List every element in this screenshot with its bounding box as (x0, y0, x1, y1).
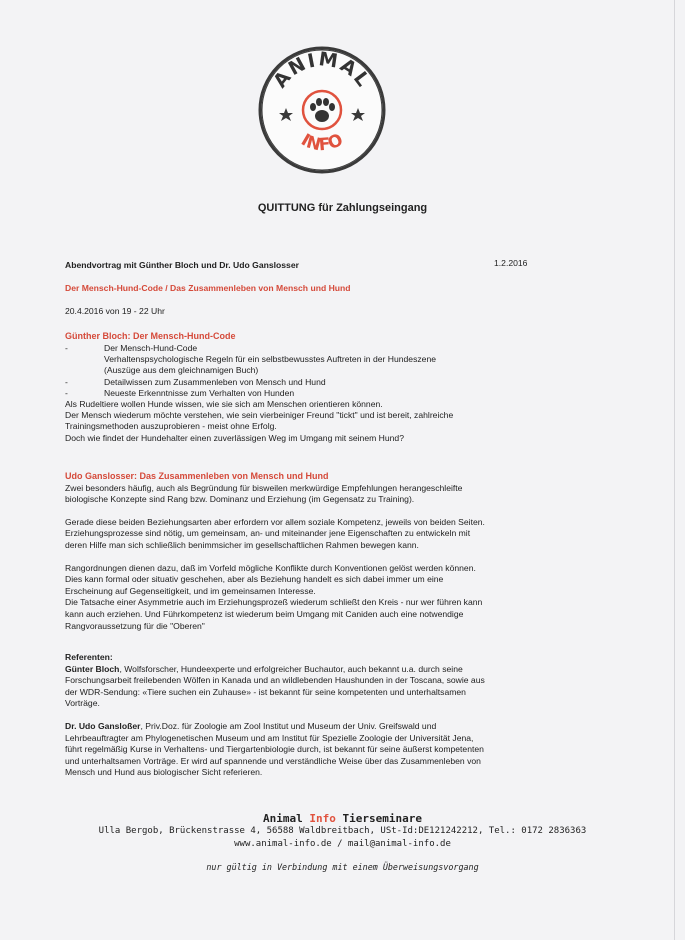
paragraph-line: Zwei besonders häufig, auch als Begründung für bisweilen merkwürdige Empfehlungen herangeschleifte (65, 482, 463, 493)
bloch-heading: Günther Bloch: Der Mensch-Hund-Code (65, 331, 236, 341)
event-subtitle: Der Mensch-Hund-Code / Das Zusammenleben von Mensch und Hund (65, 283, 351, 293)
bloch-text-line: Der Mensch wiederum möchte verstehen, wie sein vierbeiniger Freund "tickt" und ist bereit, zahlreiche (65, 410, 454, 421)
paragraph-line: und unterhaltsamen Vorträge. Er wird auf spannende und verständliche Weise über das Zusammenleben von (65, 755, 481, 766)
paragraph-line: Dies kann formal oder situativ geschehen, aber als Beziehung handelt es sich dabei immer um eine (65, 574, 444, 585)
bloch-name: Günter Bloch (65, 663, 120, 674)
referenten-heading: Referenten: (65, 652, 113, 662)
footer-address: Ulla Bergob, Brückenstrasse 4, 56588 Waldbreitbach, USt-Id:DE121242212, Tel.: 0172 2836363 (98, 826, 587, 836)
list-item: - Der Mensch-Hund-Code (65, 343, 198, 353)
paragraph-line: Dr. Udo Gansloßer, Priv.Doz. für Zoologie am Zool Institut und Museum der Univ. Greifswald und (65, 720, 437, 731)
bloch-topic-list (65, 343, 605, 444)
paragraph-line: Rangordnungen dienen dazu, daß im Vorfeld mögliche Konflikte durch Konventionen gelöst werden können. (65, 562, 476, 573)
list-item: - Detailwissen zum Zusammenleben von Mensch und Hund (65, 376, 326, 387)
footer-title: Animal Info Tierseminare (263, 812, 422, 825)
paragraph-line: Forschungsarbeit freilebenden Wölfen in Kanada und an wildlebenden Haushunden in der Toscana, sowie aus (65, 675, 485, 686)
paragraph-line: Gerade diese beiden Beziehungsarten aber erfordern vor allem soziale Kompetenz, jeweils von beiden Seiten. (65, 516, 485, 527)
receipt-heading: QUITTUNG für Zahlungseingang (257, 202, 428, 214)
ganslosser-name: Dr. Udo Gansloßer (65, 720, 141, 731)
receipt-date: 1.2.2016 (494, 258, 528, 268)
bloch-text-line: Als Rudeltiere wollen Hunde wissen, wie sie sich am Menschen orientieren können. (65, 399, 383, 410)
paragraph-line: deren Hilfe man sich schließlich benimmsicher im gesellschaftlichen Rahmen bewegen kann. (65, 539, 419, 550)
footer-note: nur gültig in Verbindung mit einem Überweisungsvorgang (206, 862, 479, 872)
animal-info-logo (258, 46, 386, 174)
paragraph-line: Mensch und Hund aus biologischer Sicht referieren. (65, 767, 263, 778)
page-edge (674, 0, 675, 940)
paragraph-line: kann auch erziehen. Und Führkompetenz ist wiederum beim Umgang mit Caniden auch eine notwendige (65, 608, 464, 619)
paragraph-line: Erscheinung auf Gegenseitigkeit, und im gemeinsamen Interesse. (65, 585, 316, 596)
referenten-section (65, 652, 585, 779)
list-item: (Auszüge aus dem gleichnamigen Buch) (104, 365, 259, 376)
paragraph-line: führt regelmäßig Kurse in Verhaltens- und Tiergartenbiologie durch, ist bekannt für seine äußerst kompetenten (65, 744, 484, 755)
bloch-text-line: Doch wie findet der Hundehalter einen zuverlässigen Weg im Umgang mit seinem Hund? (65, 432, 404, 443)
paragraph-line: Rangvoraussetzung für die "Oberen" (65, 620, 205, 631)
list-item: - Neueste Erkenntnisse zum Verhalten von Hunden (65, 387, 295, 398)
logo-bottom-text: INFO (297, 129, 347, 156)
paragraph-line: der WDR-Sendung: «Tiere suchen ein Zuhause» - ist bekannt für seine kompetenten und unterhaltsamen (65, 686, 466, 697)
event-title: Abendvortrag mit Günther Bloch und Dr. Udo Ganslosser (65, 260, 299, 270)
paragraph-line: Erziehungsprozesse sind nötig, um gemeinsam, an- und miteinander jene Eigenschaften zu entwickeln mit (65, 528, 471, 539)
ganslosser-section (65, 471, 585, 632)
bloch-text-line: Trainingsmethoden auszuprobieren - meist ohne Erfolg. (65, 421, 277, 432)
logo-top-text: ANIMAL (269, 48, 375, 93)
ganslosser-heading: Udo Ganslosser: Das Zusammenleben von Mensch und Hund (65, 471, 329, 481)
paragraph-line: Vorträge. (65, 698, 100, 709)
list-item: Verhaltenspsychologische Regeln für ein selbstbewusstes Auftreten in der Hundeszene (104, 354, 437, 365)
paragraph-line: Lehrbeauftragter am Phylogenetischen Museum und am Institut für Spezielle Zoologie der Universität Jena, (65, 732, 474, 743)
event-time: 20.4.2016 von 19 - 22 Uhr (65, 306, 165, 316)
paragraph-line: Die Tatsache einer Asymmetrie auch im Erziehungsprozeß wiederum schließt den Kreis - nur wer führen kann (65, 597, 483, 608)
paragraph-line: biologische Konzepte sind Rang bzw. Dominanz und Erziehung (im Gegensatz zu Training). (65, 494, 415, 505)
paragraph-line: Günter Bloch, Wolfsforscher, Hundeexperte und erfolgreicher Buchautor, auch bekannt u.a. durch seine (65, 663, 463, 674)
footer-web[interactable]: www.animal-info.de / mail@animal-info.de (234, 839, 451, 849)
